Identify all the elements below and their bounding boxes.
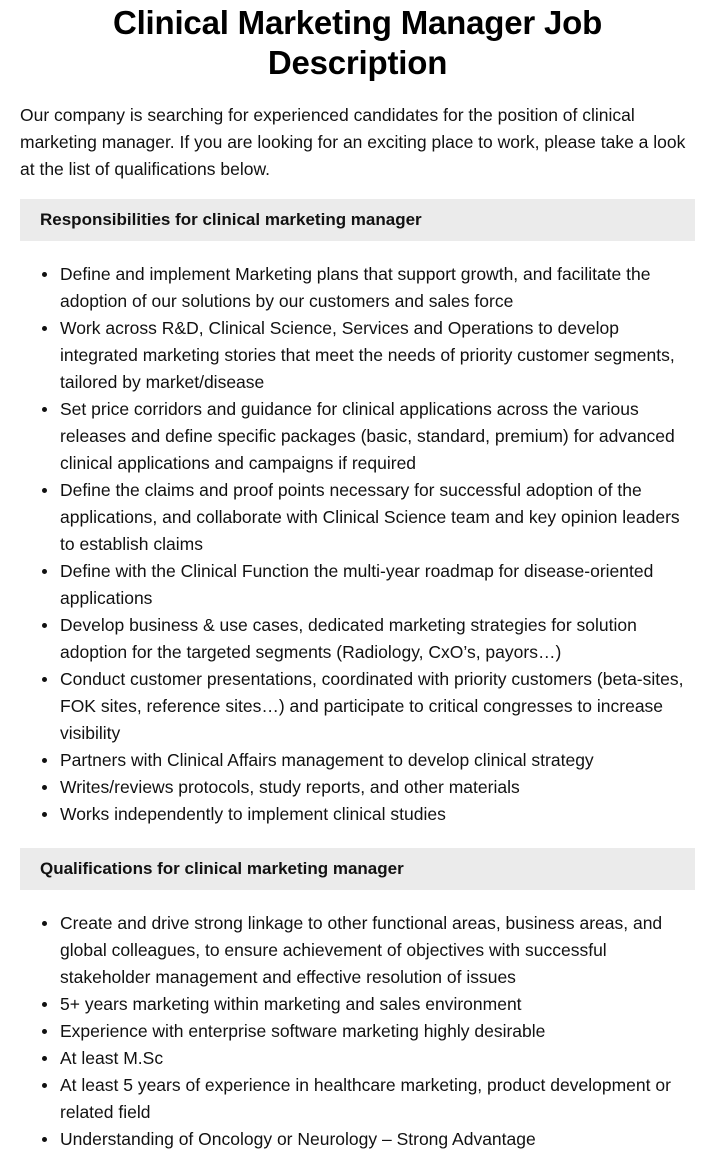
list-item xyxy=(60,261,695,315)
list-item xyxy=(60,1045,695,1072)
qualifications-list xyxy=(20,910,695,1153)
bullet-icon xyxy=(42,623,47,628)
bullet-icon xyxy=(42,812,47,817)
bullet-icon xyxy=(42,1137,47,1142)
list-item xyxy=(60,991,695,1018)
list-item xyxy=(60,558,695,612)
list-item-text: Develop business & use cases, dedicated marketing strategies for solution adoption for the targeted segments (Radiology, CxO’s, payors…) xyxy=(60,615,637,662)
list-item-text: Define the claims and proof points necessary for successful adoption of the applications, and collaborate with Clinical Science team and key opinion leaders to establish claims xyxy=(60,480,680,554)
list-item-text: Works independently to implement clinical studies xyxy=(60,804,446,824)
bullet-icon xyxy=(42,326,47,331)
list-item xyxy=(60,1072,695,1126)
list-item xyxy=(60,910,695,991)
section-spacer xyxy=(20,828,695,832)
bullet-icon xyxy=(42,1002,47,1007)
bullet-icon xyxy=(42,921,47,926)
list-item xyxy=(60,477,695,558)
list-item-text: Conduct customer presentations, coordinated with priority customers (beta-sites, FOK sites, reference sites…) and participate to critical congresses to increase visibility xyxy=(60,669,684,743)
list-item xyxy=(60,612,695,666)
list-item-text: Experience with enterprise software marketing highly desirable xyxy=(60,1021,546,1041)
bullet-icon xyxy=(42,272,47,277)
intro-paragraph: Our company is searching for experienced candidates for the position of clinical marketing manager. If you are looking for an exciting place to work, please take a look at the list of qualifications below. xyxy=(20,105,686,179)
list-item-text: At least M.Sc xyxy=(60,1048,164,1068)
list-item xyxy=(60,774,695,801)
list-item xyxy=(60,747,695,774)
list-item-text: Writes/reviews protocols, study reports, and other materials xyxy=(60,777,520,797)
qualifications-heading-text: Qualifications for clinical marketing manager xyxy=(40,859,404,878)
list-item xyxy=(60,1126,695,1153)
list-item xyxy=(60,801,695,828)
list-item xyxy=(60,396,695,477)
list-item-text: Set price corridors and guidance for clinical applications across the various releases and define specific packages (basic, standard, premium) for advanced clinical applications and campaigns if required xyxy=(60,399,675,473)
bullet-icon xyxy=(42,1029,47,1034)
list-item xyxy=(60,1018,695,1045)
page-title: Clinical Marketing Manager Job Description xyxy=(112,4,603,81)
qualifications-heading xyxy=(20,848,695,890)
bullet-icon xyxy=(42,407,47,412)
responsibilities-heading-text: Responsibilities for clinical marketing manager xyxy=(40,210,422,229)
responsibilities-heading xyxy=(20,199,695,241)
bullet-icon xyxy=(42,758,47,763)
list-item-text: At least 5 years of experience in healthcare marketing, product development or related field xyxy=(60,1075,671,1122)
bullet-icon xyxy=(42,677,47,682)
list-item-text: 5+ years marketing within marketing and sales environment xyxy=(60,994,522,1014)
list-item-text: Work across R&D, Clinical Science, Services and Operations to develop integrated marketing stories that meet the needs of priority customer segments, tailored by market/disease xyxy=(60,318,675,392)
list-item-text: Understanding of Oncology or Neurology – Strong Advantage xyxy=(60,1129,536,1149)
responsibilities-list xyxy=(20,261,695,828)
list-item-text: Partners with Clinical Affairs management to develop clinical strategy xyxy=(60,750,594,770)
list-item-text: Create and drive strong linkage to other functional areas, business areas, and global colleagues, to ensure achievement of objectives with successful stakeholder management and effective resolution of issues xyxy=(60,913,663,987)
bullet-icon xyxy=(42,1056,47,1061)
bullet-icon xyxy=(42,785,47,790)
list-item xyxy=(60,666,695,747)
list-item xyxy=(60,315,695,396)
list-item-text: Define and implement Marketing plans that support growth, and facilitate the adoption of our solutions by our customers and sales force xyxy=(60,264,651,311)
bullet-icon xyxy=(42,488,47,493)
list-item-text: Define with the Clinical Function the multi-year roadmap for disease-oriented applications xyxy=(60,561,654,608)
bullet-icon xyxy=(42,1083,47,1088)
bullet-icon xyxy=(42,569,47,574)
